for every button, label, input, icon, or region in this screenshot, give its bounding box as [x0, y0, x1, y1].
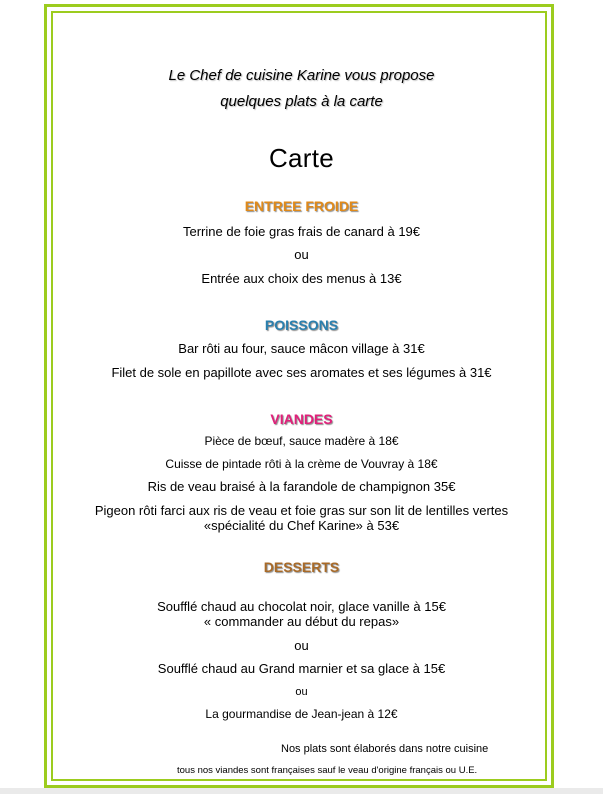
footer-note-cuisine: Nos plats sont élaborés dans notre cuisine [281, 743, 489, 755]
intro-line-2: quelques plats à la carte [220, 93, 383, 110]
section-heading-poissons: POISSONS [264, 317, 339, 333]
section-heading-desserts: DESSERTS [263, 559, 340, 575]
dish-item: Soufflé chaud au Grand marnier et sa glace à 15€ [157, 661, 446, 676]
dish-item: Cuisse de pintade rôti à la crème de Vouvray à 18€ [165, 457, 438, 471]
dish-item: La gourmandise de Jean-jean à 12€ [205, 707, 398, 721]
or-separator: ou [294, 247, 309, 262]
page-bottom-edge [0, 788, 603, 794]
dish-item: Bar rôti au four, sauce mâcon village à 31€ [178, 341, 425, 356]
dish-item: Ris de veau braisé à la farandole de champignon 35€ [147, 479, 456, 494]
dish-item: Terrine de foie gras frais de canard à 19€ [182, 224, 421, 239]
footer-note-origin: tous nos viandes sont françaises sauf le veau d'origine français ou U.E. [177, 765, 478, 776]
dish-item: Filet de sole en papillote avec ses aromates et ses légumes à 31€ [111, 365, 492, 380]
intro-line-1: Le Chef de cuisine Karine vous propose [168, 67, 435, 84]
or-separator: ou [294, 638, 309, 653]
dish-item: Pièce de bœuf, sauce madère à 18€ [204, 434, 399, 448]
section-heading-entree: ENTREE FROIDE [244, 198, 359, 214]
or-separator: ou [295, 686, 308, 698]
dish-item: Pigeon rôti farci aux ris de veau et foie gras sur son lit de lentilles vertes [94, 503, 509, 518]
section-heading-viandes: VIANDES [270, 411, 333, 427]
dish-item-note: «spécialité du Chef Karine» à 53€ [203, 518, 400, 533]
page-title: Carte [268, 143, 335, 173]
dish-item: Soufflé chaud au chocolat noir, glace vanille à 15€ [157, 599, 446, 614]
dish-item: Entrée aux choix des menus à 13€ [201, 271, 402, 286]
dish-item-note: « commander au début du repas» [203, 614, 400, 629]
